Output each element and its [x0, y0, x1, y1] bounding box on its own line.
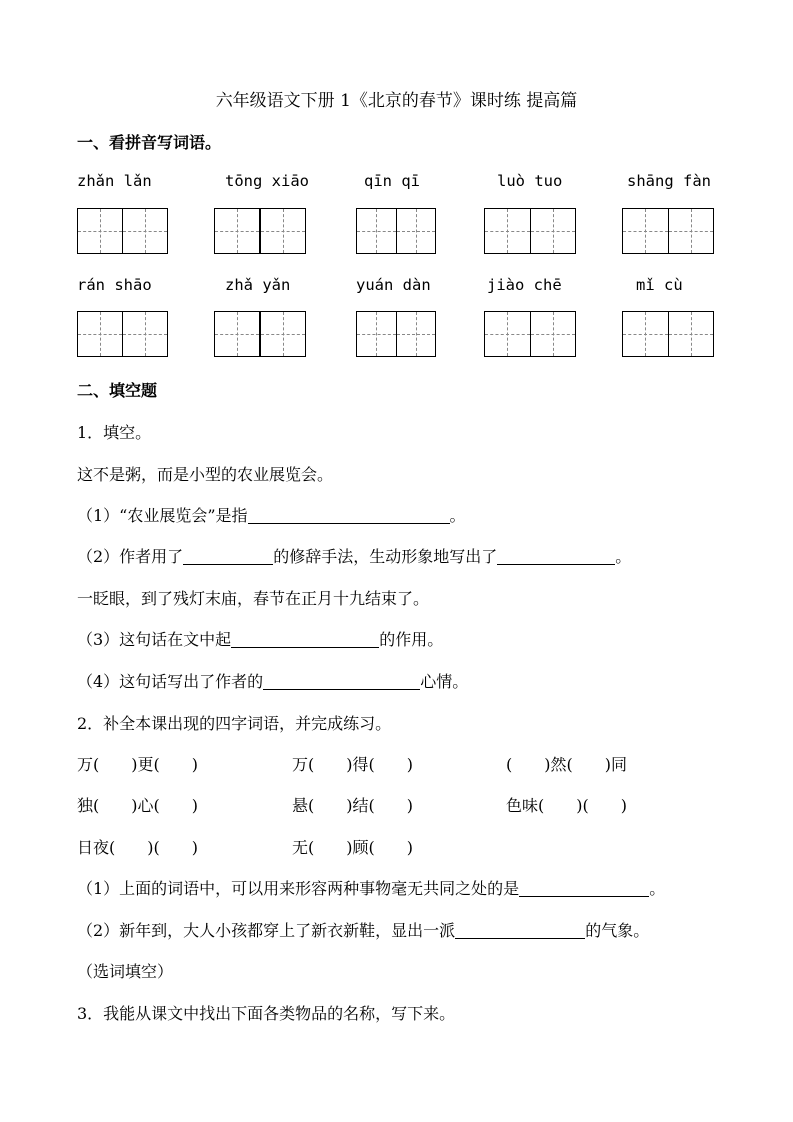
writing-grid[interactable] [622, 311, 714, 357]
writing-grid[interactable] [77, 311, 168, 357]
pinyin-2: tōng xiāo [225, 172, 309, 190]
answer-blank[interactable] [231, 630, 379, 648]
pinyin-10: mǐ cù [636, 276, 683, 294]
writing-grid[interactable] [484, 311, 576, 357]
subquestion-2-2 [77, 918, 649, 941]
fill-note: （选词填空） [77, 962, 174, 981]
subquestion-text: （2）作者用了 [77, 547, 184, 566]
pinyin-6: rán shāo [77, 276, 152, 294]
answer-blank[interactable] [455, 921, 585, 939]
subquestion-2-1 [77, 876, 665, 899]
question-3-label: 3．我能从课文中找出下面各类物品的名称，写下来。 [77, 1004, 456, 1023]
subquestion-1-2 [77, 544, 631, 567]
writing-grid[interactable] [484, 208, 576, 254]
answer-blank[interactable] [263, 672, 420, 690]
subquestion-text: 心情。 [420, 672, 469, 691]
writing-grid[interactable] [622, 208, 714, 254]
answer-blank[interactable] [519, 879, 649, 897]
subquestion-1-3 [77, 627, 443, 650]
subquestion-text: 的修辞手法，生动形象地写出了 [273, 547, 498, 566]
writing-grid[interactable] [214, 208, 306, 254]
four-char-word[interactable]: 无( )顾( ) [292, 838, 413, 857]
subquestion-text: （2）新年到，大人小孩都穿上了新衣新鞋，显出一派 [77, 921, 456, 940]
subquestion-text: 。 [615, 547, 632, 566]
section2-heading: 二、填空题 [77, 381, 158, 400]
four-char-word[interactable]: 万( )更( ) [77, 755, 198, 774]
subquestion-1-4 [77, 669, 468, 692]
four-char-word[interactable]: 独( )心( ) [77, 796, 198, 815]
pinyin-1: zhǎn lǎn [77, 172, 152, 190]
pinyin-9: jiào chē [487, 276, 562, 294]
answer-blank[interactable] [497, 547, 615, 565]
subquestion-1-1 [77, 503, 466, 526]
sentence-2: 一眨眼，到了残灯末庙，春节在正月十九结束了。 [77, 589, 430, 608]
page-title: 六年级语文下册 1《北京的春节》课时练 提高篇 [215, 91, 578, 111]
four-char-word[interactable]: 万( )得( ) [292, 755, 413, 774]
pinyin-4: luò tuo [497, 172, 563, 190]
sentence-1: 这不是粥，而是小型的农业展览会。 [77, 465, 334, 484]
subquestion-text: （1）“农业展览会”是指 [77, 506, 248, 525]
four-char-word[interactable]: 悬( )结( ) [292, 796, 413, 815]
subquestion-text: （3）这句话在文中起 [77, 630, 232, 649]
answer-blank[interactable] [183, 547, 273, 565]
subquestion-text: 的作用。 [379, 630, 444, 649]
subquestion-text: 的气象。 [585, 921, 650, 940]
subquestion-text: 。 [449, 506, 466, 525]
question-1-label: 1．填空。 [77, 423, 152, 442]
pinyin-5: shāng fàn [627, 172, 711, 190]
four-char-word[interactable]: 色味( )( ) [506, 796, 627, 815]
subquestion-text: 。 [649, 879, 666, 898]
subquestion-text: （1）上面的词语中，可以用来形容两种事物毫无共同之处的是 [77, 879, 520, 898]
section1-heading: 一、看拼音写词语。 [77, 133, 222, 152]
four-char-word[interactable]: ( )然( )同 [506, 755, 627, 774]
four-char-word[interactable]: 日夜( )( ) [77, 838, 198, 857]
answer-blank[interactable] [248, 506, 450, 524]
question-2-label: 2．补全本课出现的四字词语，并完成练习。 [77, 714, 392, 733]
pinyin-8: yuán dàn [356, 276, 431, 294]
writing-grid[interactable] [356, 311, 436, 357]
pinyin-7: zhǎ yǎn [225, 276, 291, 294]
writing-grid[interactable] [214, 311, 306, 357]
writing-grid[interactable] [356, 208, 436, 254]
subquestion-text: （4）这句话写出了作者的 [77, 672, 264, 691]
writing-grid[interactable] [77, 208, 168, 254]
pinyin-3: qīn qī [364, 172, 420, 190]
